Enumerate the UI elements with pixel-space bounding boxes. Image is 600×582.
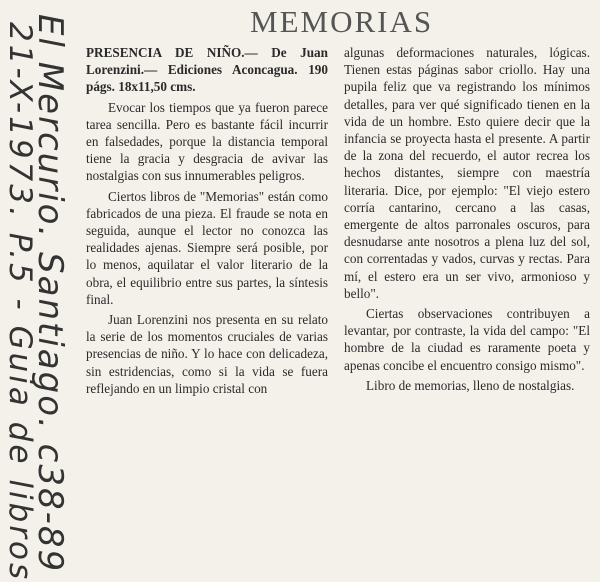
page-title: MEMORIAS: [250, 4, 434, 39]
paragraph: algunas deformaciones naturales, lógicas. Tienen estas páginas sabor criollo. Hay una pupila feliz que va registrando los mínimos detalles, para ver qué significado tienen en la vida de un hombre. Esto quiere decir que la infancia se proyecta hasta el presente. A partir de la zona del recuerdo, el autor recrea los hechos distantes, siempre con maestría literaria. Dice, por ejemplo: "El viejo estero corría cantarino, cercano a las casas, emergente de altos parronales oscuros, para desnudarse ante nosotros a plena luz del sol, con correntadas y vados, curvas y rectas. Para mí, el estero era un ser vivo, armonioso y bello".: [344, 45, 590, 301]
handwritten-date-line: 21-X-1973. P.5 - Guia de libros: [2, 22, 38, 582]
article-column-left: [86, 44, 328, 400]
book-reference: PRESENCIA DE NIÑO.— De Juan Lorenzini.— Ediciones Aconcagua. 190 págs. 18x11,50 cms.: [86, 45, 328, 95]
handwritten-annotation: [0, 0, 85, 582]
paragraph: Evocar los tiempos que ya fueron parece tarea sencilla. Pero es bastante fácil incurrir en falsedades, porque la distancia temporal tiene la gracia y desgracia de avivar las nostalgias con sus innumerables peligros.: [86, 99, 328, 184]
handwritten-source-line: El Mercurio. Santiago. c38-89: [30, 14, 70, 574]
paragraph: Libro de memorias, lleno de nostalgias.: [366, 377, 575, 393]
paragraph: Ciertos libros de "Memorias" están como fabricados de una pieza. El fraude se nota en seguida, aunque el lector no conozca las realidades ajenas. Siempre será posible, por lo menos, aquilatar el valor literario de la obra, el equilibrio entre sus partes, la síntesis final.: [86, 188, 328, 307]
paragraph: Juan Lorenzini nos presenta en su relato la serie de los momentos cruciales de varias presencias de niño. Y lo hace con delicadeza, sin estridencias, como si la vida se fuera reflejando en un limpio cristal con: [86, 312, 328, 396]
article-column-right: [344, 44, 590, 397]
paragraph: Ciertas observaciones contribuyen a levantar, por contraste, la vida del campo: "El hombre de la ciudad es raramente poeta y apenas concibe el encuentro consigo mismo".: [344, 306, 590, 373]
